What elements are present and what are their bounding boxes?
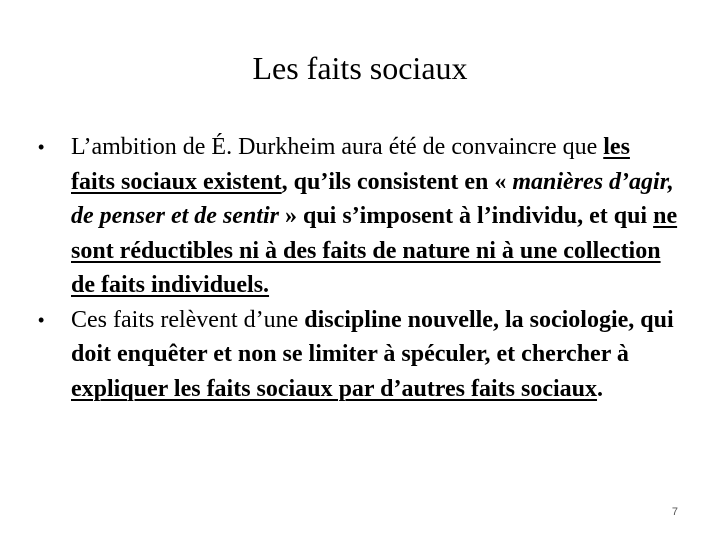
bullet-item: [38, 130, 678, 303]
text-run-bold-underlined: ne sont réductibles ni à des faits de nature ni à une collection de faits individuels.: [71, 203, 678, 298]
bullet-icon: •: [38, 137, 45, 157]
text-run-bold-underlined: expliquer les faits sociaux par d’autres faits sociaux: [71, 375, 598, 402]
bullet-item: [38, 303, 678, 407]
text-run-bold: discipline nouvelle, la sociologie, qui doit enquêter et non se limiter à spéculer, et chercher à: [71, 306, 674, 367]
text-run: Ces faits relèvent d’une: [71, 306, 305, 333]
bullet-text: [71, 307, 674, 402]
text-run-bold: .: [597, 375, 604, 402]
text-run: L’ambition de É. Durkheim aura été de convaincre que: [71, 134, 604, 160]
text-run-bold: » qui s’imposent à l’individu, et qui: [278, 203, 654, 229]
bullet-list: [38, 130, 678, 406]
text-run-bold-italic: manières d’agir, de penser et de sentir: [71, 168, 674, 229]
text-run-bold: , qu’ils consistent en «: [281, 168, 513, 195]
bullet-icon: •: [38, 309, 45, 330]
text-run-bold-underlined: les faits sociaux existent: [71, 134, 630, 195]
bullet-text: [71, 134, 677, 298]
page-number: 7: [671, 506, 678, 518]
slide-title: Les faits sociaux: [252, 50, 468, 86]
